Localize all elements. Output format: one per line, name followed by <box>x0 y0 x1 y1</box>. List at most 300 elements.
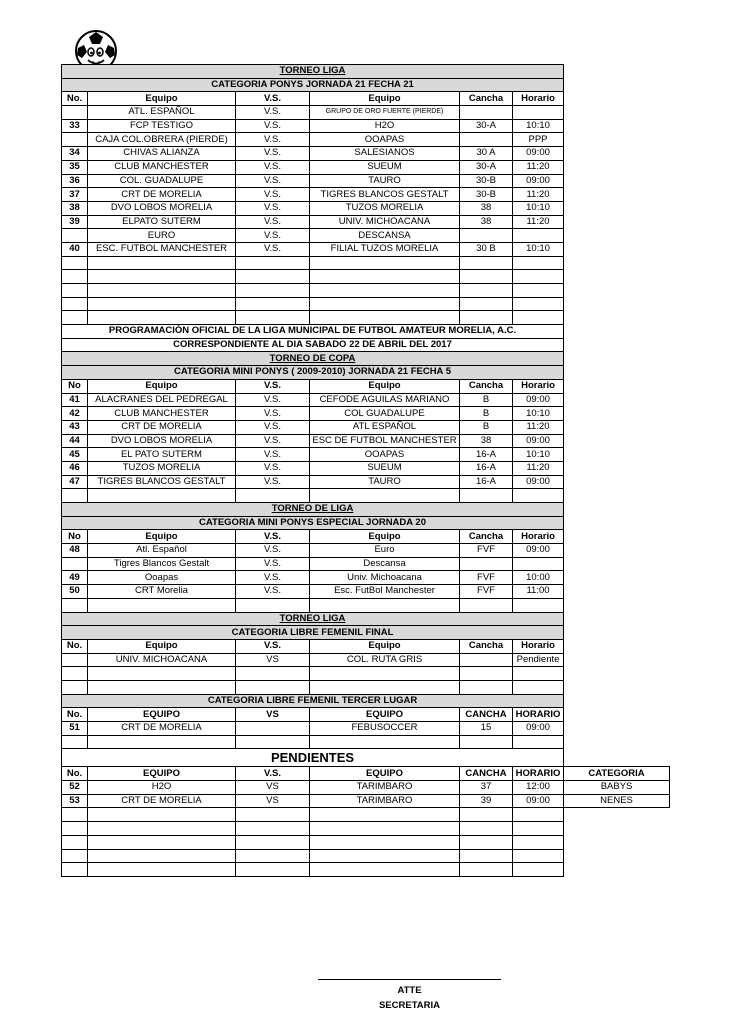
table-row <box>62 448 670 462</box>
col-vs <box>236 735 310 749</box>
section-title-row <box>62 65 670 79</box>
spacer-cell <box>564 653 670 667</box>
spacer-cell <box>564 571 670 585</box>
col-vs: V.S. <box>236 767 310 781</box>
col-field: 30-A <box>460 160 513 174</box>
spacer-cell <box>564 352 670 366</box>
col-team-home: Tigres Blancos Gestalt <box>88 557 236 571</box>
col-vs: V.S. <box>236 475 310 489</box>
section-title-row <box>62 626 670 640</box>
col-no <box>62 822 88 836</box>
col-time: 10:10 <box>513 407 564 421</box>
schedule-table <box>61 64 670 877</box>
table-row <box>62 461 670 475</box>
col-field: Cancha <box>460 379 513 393</box>
col-team-home <box>88 835 236 849</box>
col-no: 37 <box>62 188 88 202</box>
col-field <box>460 680 513 694</box>
spacer-cell <box>564 735 670 749</box>
section-title: CATEGORIA MINI PONYS ESPECIAL JORNADA 20 <box>62 516 564 530</box>
section-title: CATEGORIA LIBRE FEMENIL FINAL <box>62 626 564 640</box>
col-team-away <box>310 297 460 311</box>
spacer-cell <box>564 516 670 530</box>
col-team-home: EQUIPO <box>88 708 236 722</box>
spacer-cell <box>564 530 670 544</box>
col-time: 11:20 <box>513 215 564 229</box>
col-vs: VS <box>236 794 310 808</box>
col-field: B <box>460 393 513 407</box>
col-field <box>460 598 513 612</box>
col-field <box>460 653 513 667</box>
col-vs <box>236 284 310 298</box>
col-team-home <box>88 284 236 298</box>
spacer-cell <box>564 612 670 626</box>
col-team-home <box>88 808 236 822</box>
col-team-away: SUEUM <box>310 160 460 174</box>
table-row <box>62 106 670 120</box>
table-row <box>62 119 670 133</box>
col-vs: V.S. <box>236 147 310 161</box>
col-team-home: CRT DE MORELIA <box>88 722 236 736</box>
spacer-cell <box>564 201 670 215</box>
col-time <box>513 297 564 311</box>
section-title-row <box>62 352 670 366</box>
col-team-away: TUZOS MORELIA <box>310 201 460 215</box>
col-vs <box>236 297 310 311</box>
col-time: Pendiente <box>513 653 564 667</box>
col-vs: V.S. <box>236 434 310 448</box>
spacer-cell <box>564 835 670 849</box>
col-field: 38 <box>460 201 513 215</box>
col-time: 10:00 <box>513 571 564 585</box>
table-row <box>62 557 670 571</box>
col-team-home <box>88 256 236 270</box>
col-team-home: FCP TESTIGO <box>88 119 236 133</box>
col-vs: V.S. <box>236 92 310 106</box>
col-no <box>62 284 88 298</box>
spacer-cell <box>564 133 670 147</box>
col-team-away: ATL ESPAÑOL <box>310 420 460 434</box>
col-no <box>62 133 88 147</box>
col-category: CATEGORIA <box>564 767 670 781</box>
col-team-away: EQUIPO <box>310 767 460 781</box>
col-team-away: FEBUSOCCER <box>310 722 460 736</box>
col-time <box>513 284 564 298</box>
col-no <box>62 849 88 863</box>
col-time: 11:20 <box>513 188 564 202</box>
table-row <box>62 215 670 229</box>
col-team-away: COL. RUTA GRIS <box>310 653 460 667</box>
col-field <box>460 667 513 681</box>
col-team-away <box>310 863 460 877</box>
col-team-away <box>310 284 460 298</box>
col-time <box>513 489 564 503</box>
col-no <box>62 598 88 612</box>
col-time: 11:00 <box>513 585 564 599</box>
col-field: Cancha <box>460 530 513 544</box>
table-row <box>62 653 670 667</box>
spacer-cell <box>564 242 670 256</box>
spacer-cell <box>564 407 670 421</box>
col-team-away: Euro <box>310 544 460 558</box>
col-vs: VS <box>236 781 310 795</box>
col-vs <box>236 835 310 849</box>
col-team-away: TAURO <box>310 174 460 188</box>
table-row <box>62 256 670 270</box>
header-row <box>62 708 670 722</box>
col-team-home: CLUB MANCHESTER <box>88 407 236 421</box>
col-time <box>513 256 564 270</box>
col-field <box>460 808 513 822</box>
col-field: Cancha <box>460 92 513 106</box>
table-row <box>62 270 670 284</box>
spacer-cell <box>564 694 670 708</box>
col-team-home <box>88 489 236 503</box>
spacer-cell <box>564 544 670 558</box>
col-category: BABYS <box>564 781 670 795</box>
col-team-away: H2O <box>310 119 460 133</box>
col-team-home <box>88 735 236 749</box>
col-team-away: TARIMBARO <box>310 794 460 808</box>
col-field <box>460 835 513 849</box>
table-row <box>62 722 670 736</box>
col-vs: V.S. <box>236 461 310 475</box>
col-no: 52 <box>62 781 88 795</box>
col-no: 33 <box>62 119 88 133</box>
col-team-away <box>310 489 460 503</box>
table-row <box>62 160 670 174</box>
spacer-cell <box>564 475 670 489</box>
col-field: FVF <box>460 544 513 558</box>
spacer-cell <box>564 863 670 877</box>
col-time <box>513 835 564 849</box>
col-time <box>513 229 564 243</box>
col-team-home: EURO <box>88 229 236 243</box>
col-time: 09:00 <box>513 434 564 448</box>
spacer-cell <box>564 626 670 640</box>
table-row <box>62 147 670 161</box>
col-team-away: Univ. Michoacana <box>310 571 460 585</box>
col-vs: V.S. <box>236 160 310 174</box>
table-row <box>62 544 670 558</box>
col-no <box>62 863 88 877</box>
col-vs: V.S. <box>236 407 310 421</box>
col-team-home: Ooapas <box>88 571 236 585</box>
col-team-home <box>88 849 236 863</box>
col-team-away: EQUIPO <box>310 708 460 722</box>
table-row <box>62 174 670 188</box>
spacer-cell <box>564 434 670 448</box>
col-no: 50 <box>62 585 88 599</box>
col-no: 41 <box>62 393 88 407</box>
col-team-home: ATL. ESPAÑOL <box>88 106 236 120</box>
col-time <box>513 270 564 284</box>
col-team-away <box>310 667 460 681</box>
col-team-home <box>88 863 236 877</box>
table-row <box>62 311 670 325</box>
col-time <box>513 598 564 612</box>
col-vs: V.S. <box>236 420 310 434</box>
spacer-cell <box>564 106 670 120</box>
col-no: No. <box>62 767 88 781</box>
spacer-cell <box>564 78 670 92</box>
table-row <box>62 242 670 256</box>
col-no: 45 <box>62 448 88 462</box>
col-vs: V.S. <box>236 106 310 120</box>
section-title-row <box>62 366 670 380</box>
col-time: HORARIO <box>513 767 564 781</box>
col-no <box>62 106 88 120</box>
table-row <box>62 475 670 489</box>
col-time: 09:00 <box>513 393 564 407</box>
header-row <box>62 92 670 106</box>
col-field: FVF <box>460 571 513 585</box>
col-time <box>513 863 564 877</box>
spacer-cell <box>564 489 670 503</box>
spacer-cell <box>564 598 670 612</box>
col-vs: V.S. <box>236 448 310 462</box>
col-field: CANCHA <box>460 708 513 722</box>
col-vs <box>236 667 310 681</box>
col-no: 39 <box>62 215 88 229</box>
spacer-cell <box>564 448 670 462</box>
col-no: 34 <box>62 147 88 161</box>
col-vs <box>236 489 310 503</box>
col-time: 09:00 <box>513 794 564 808</box>
col-time: Horario <box>513 530 564 544</box>
table-row <box>62 598 670 612</box>
col-team-away: Equipo <box>310 92 460 106</box>
col-team-home: ALACRANES DEL PEDREGAL <box>88 393 236 407</box>
col-team-home: Equipo <box>88 92 236 106</box>
col-team-away: ESC DE FUTBOL MANCHESTER <box>310 434 460 448</box>
col-field: 16-A <box>460 448 513 462</box>
col-team-away <box>310 822 460 836</box>
spacer-cell <box>564 722 670 736</box>
spacer-cell <box>564 174 670 188</box>
table-row <box>62 735 670 749</box>
col-field <box>460 849 513 863</box>
col-time <box>513 557 564 571</box>
col-vs <box>236 256 310 270</box>
table-row <box>62 571 670 585</box>
col-field <box>460 735 513 749</box>
col-team-home: Equipo <box>88 639 236 653</box>
table-row <box>62 133 670 147</box>
col-vs <box>236 863 310 877</box>
spacer-cell <box>564 808 670 822</box>
spacer-cell <box>564 708 670 722</box>
col-vs: V.S. <box>236 242 310 256</box>
col-vs: V.S. <box>236 119 310 133</box>
spacer-cell <box>564 297 670 311</box>
signature-line <box>318 979 501 980</box>
col-field: 30 B <box>460 242 513 256</box>
col-no <box>62 297 88 311</box>
col-field: B <box>460 407 513 421</box>
table-row <box>62 201 670 215</box>
col-time <box>513 106 564 120</box>
spacer-cell <box>564 188 670 202</box>
table-row <box>62 822 670 836</box>
col-vs <box>236 270 310 284</box>
col-team-home <box>88 297 236 311</box>
col-team-away <box>310 835 460 849</box>
col-no <box>62 680 88 694</box>
col-team-away <box>310 680 460 694</box>
col-no: 43 <box>62 420 88 434</box>
col-no <box>62 557 88 571</box>
spacer-cell <box>564 284 670 298</box>
col-time: Horario <box>513 639 564 653</box>
col-vs: V.S. <box>236 229 310 243</box>
section-title: CORRESPONDIENTE AL DIA SABADO 22 DE ABRIL DEL 2017 <box>62 338 564 352</box>
col-vs: V.S. <box>236 530 310 544</box>
col-team-home: Atl. Español <box>88 544 236 558</box>
col-no <box>62 653 88 667</box>
table-row <box>62 188 670 202</box>
col-vs: V.S. <box>236 188 310 202</box>
col-field: B <box>460 420 513 434</box>
col-field: 37 <box>460 781 513 795</box>
col-team-away: COL GUADALUPE <box>310 407 460 421</box>
section-title: TORNEO DE LIGA <box>62 503 564 517</box>
col-field <box>460 133 513 147</box>
table-row <box>62 434 670 448</box>
section-title-row <box>62 516 670 530</box>
col-field <box>460 557 513 571</box>
col-vs <box>236 722 310 736</box>
col-vs <box>236 680 310 694</box>
header-row <box>62 530 670 544</box>
col-field: 30-B <box>460 188 513 202</box>
col-team-home: CRT DE MORELIA <box>88 794 236 808</box>
spacer-cell <box>564 667 670 681</box>
col-field: FVF <box>460 585 513 599</box>
col-team-away <box>310 270 460 284</box>
col-no: 42 <box>62 407 88 421</box>
col-team-away: Equipo <box>310 530 460 544</box>
col-team-away: TAURO <box>310 475 460 489</box>
col-time: 11:20 <box>513 461 564 475</box>
col-vs: V.S. <box>236 571 310 585</box>
col-no <box>62 489 88 503</box>
col-no: 40 <box>62 242 88 256</box>
table-row <box>62 585 670 599</box>
col-field <box>460 106 513 120</box>
col-no <box>62 229 88 243</box>
col-field: 39 <box>460 794 513 808</box>
col-field: 30-B <box>460 174 513 188</box>
col-team-home <box>88 311 236 325</box>
col-vs: V.S. <box>236 174 310 188</box>
col-field <box>460 270 513 284</box>
col-field <box>460 822 513 836</box>
table-row <box>62 229 670 243</box>
col-team-away: Equipo <box>310 639 460 653</box>
col-time: 10:10 <box>513 119 564 133</box>
col-time <box>513 311 564 325</box>
col-team-home: TUZOS MORELIA <box>88 461 236 475</box>
col-vs: V.S. <box>236 215 310 229</box>
col-time: 10:10 <box>513 201 564 215</box>
section-title: CATEGORIA LIBRE FEMENIL TERCER LUGAR <box>62 694 564 708</box>
col-no: 48 <box>62 544 88 558</box>
col-time <box>513 849 564 863</box>
col-team-home <box>88 598 236 612</box>
col-team-away: TARIMBARO <box>310 781 460 795</box>
table-row <box>62 781 670 795</box>
col-vs: VS <box>236 653 310 667</box>
col-no <box>62 835 88 849</box>
col-field: 38 <box>460 434 513 448</box>
col-vs: V.S. <box>236 544 310 558</box>
col-field: 38 <box>460 215 513 229</box>
col-vs: VS <box>236 708 310 722</box>
spacer-cell <box>564 270 670 284</box>
table-row <box>62 667 670 681</box>
spacer-cell <box>564 639 670 653</box>
col-team-away <box>310 598 460 612</box>
col-field: CANCHA <box>460 767 513 781</box>
col-no: No. <box>62 708 88 722</box>
table-row <box>62 420 670 434</box>
section-title: TORNEO LIGA <box>62 612 564 626</box>
spacer-cell <box>564 379 670 393</box>
col-field <box>460 256 513 270</box>
spacer-cell <box>564 393 670 407</box>
col-field: 16-A <box>460 475 513 489</box>
section-title: PROGRAMACIÓN OFICIAL DE LA LIGA MUNICIPAL DE FUTBOL AMATEUR MORELIA, A.C. <box>62 325 564 339</box>
col-team-home: DVO LOBOS MORELIA <box>88 434 236 448</box>
table-row <box>62 489 670 503</box>
col-no <box>62 667 88 681</box>
spacer-cell <box>564 503 670 517</box>
spacer-cell <box>564 461 670 475</box>
col-field: Cancha <box>460 639 513 653</box>
col-no: 38 <box>62 201 88 215</box>
col-team-away <box>310 311 460 325</box>
col-vs <box>236 808 310 822</box>
col-team-away: Esc. FutBol Manchester <box>310 585 460 599</box>
col-no <box>62 808 88 822</box>
col-team-away <box>310 256 460 270</box>
col-field <box>460 284 513 298</box>
col-no: No. <box>62 639 88 653</box>
col-time: 09:00 <box>513 174 564 188</box>
col-time: 11:20 <box>513 420 564 434</box>
spacer-cell <box>564 160 670 174</box>
col-no: 35 <box>62 160 88 174</box>
col-time: PPP <box>513 133 564 147</box>
spacer-cell <box>564 65 670 79</box>
col-team-home: TIGRES BLANCOS GESTALT <box>88 475 236 489</box>
section-title-row <box>62 612 670 626</box>
col-vs: V.S. <box>236 557 310 571</box>
col-team-home: CLUB MANCHESTER <box>88 160 236 174</box>
col-no: No <box>62 530 88 544</box>
col-team-home: H2O <box>88 781 236 795</box>
spacer-cell <box>564 311 670 325</box>
col-time: 10:10 <box>513 448 564 462</box>
col-no: 49 <box>62 571 88 585</box>
col-team-away: OOAPAS <box>310 133 460 147</box>
col-no: 46 <box>62 461 88 475</box>
col-team-home: CHIVAS ALIANZA <box>88 147 236 161</box>
section-title-row <box>62 694 670 708</box>
col-vs <box>236 849 310 863</box>
col-time: 11:20 <box>513 160 564 174</box>
